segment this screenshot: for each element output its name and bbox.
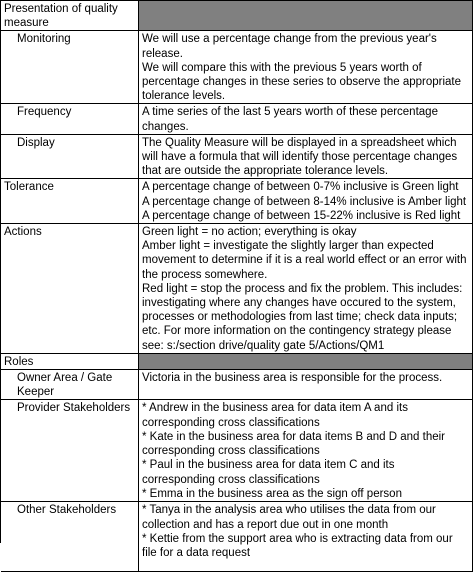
row-label: Owner Area / Gate Keeper	[1, 370, 139, 400]
content-line: * Kate in the business area for data items B and D and their corresponding cross classifications	[142, 430, 446, 458]
content-line: * Paul in the business area for data item C and its corresponding cross classifications	[142, 459, 395, 486]
table-row	[1, 31, 473, 104]
row-label: Presentation of quality measure	[1, 1, 139, 31]
row-content	[139, 370, 473, 400]
row-content	[139, 224, 473, 354]
row-label: Provider Stakeholders	[1, 400, 139, 502]
row-label: Frequency	[1, 104, 139, 134]
row-content	[139, 134, 473, 179]
table-row	[1, 502, 473, 572]
row-content	[139, 502, 473, 572]
row-label: Tolerance	[1, 179, 139, 224]
content-line: * Emma in the business area as the sign off person	[142, 487, 402, 500]
section-header-fill	[139, 353, 473, 369]
table-body	[1, 1, 473, 572]
row-label: Roles	[1, 353, 139, 369]
content-line: Victoria in the business area is responsible for the process.	[142, 372, 443, 385]
table-row	[1, 370, 473, 400]
content-line: Red light = stop the process and fix the problem. This includes: investigating where any changes have occured to the system, processes or methodologies from last time; check data inputs; etc. For more information on the contingency strategy please see: s:/section drive/quality gate 5/Actions/QM1	[142, 282, 463, 352]
content-line: * Tanya in the analysis area who utilises the data from our collection and has a report due out in one month	[142, 504, 436, 531]
row-label: Other Stakeholders	[1, 502, 139, 572]
content-line: We will use a percentage change from the previous year's release.	[142, 33, 437, 60]
table-row	[1, 353, 473, 369]
table-row	[1, 1, 473, 31]
content-line: Amber light = investigate the slightly larger than expected movement to determine if it is a real world effect or an error with the process somewhere.	[142, 240, 467, 281]
content-line: Green light = no action; everything is okay	[142, 226, 357, 239]
content-line: A time series of the last 5 years worth of these percentage changes.	[142, 106, 438, 133]
row-label: Monitoring	[1, 31, 139, 104]
row-content	[139, 400, 473, 502]
content-line: A percentage change of between 0-7% inclusive is Green light	[142, 181, 459, 194]
row-content	[139, 31, 473, 104]
table-row	[1, 400, 473, 502]
table-row	[1, 104, 473, 134]
content-line: * Andrew in the business area for data item A and its corresponding cross classifications	[142, 402, 408, 429]
content-line: A percentage change of between 15-22% inclusive is Red light	[142, 209, 461, 222]
table-row	[1, 179, 473, 224]
section-header-fill	[139, 1, 473, 31]
row-content	[139, 179, 473, 224]
row-content	[139, 104, 473, 134]
content-line: The Quality Measure will be displayed in a spreadsheet which will have a formula that will identify those percentage changes that are outside the appropriate tolerance levels.	[142, 136, 458, 178]
content-line: * Kettie from the support area who is extracting data from our file for a data request	[142, 532, 453, 560]
content-line: A percentage change of between 8-14% inclusive is Amber light	[142, 195, 467, 208]
row-label: Display	[1, 134, 139, 179]
table-row	[1, 134, 473, 179]
table-row	[1, 224, 473, 354]
content-line: We will compare this with the previous 5 years worth of percentage changes in these series to observe the appropriate tolerance levels.	[142, 61, 462, 103]
row-label: Actions	[1, 224, 139, 354]
